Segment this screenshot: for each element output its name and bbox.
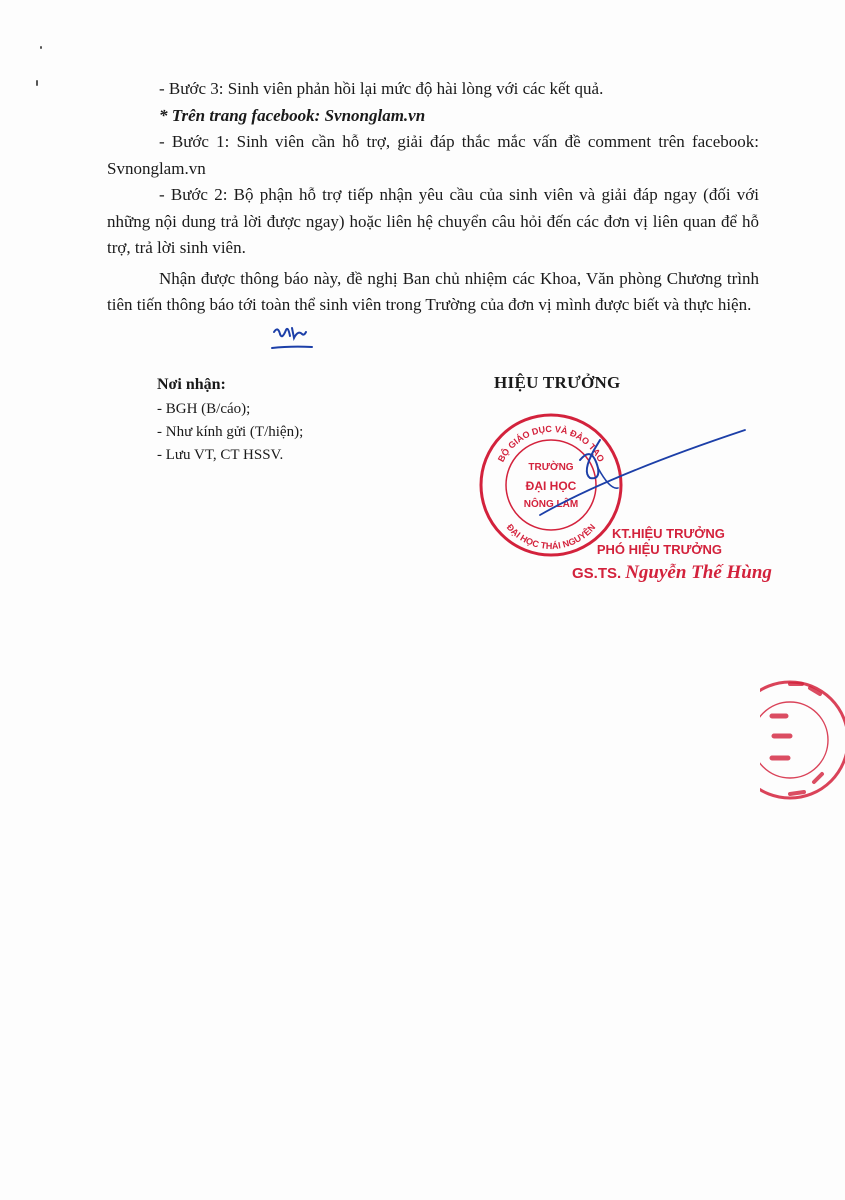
handwritten-initials (270, 322, 315, 354)
scan-speck (40, 46, 42, 49)
signer-degree: GS.TS. (572, 565, 622, 582)
fb-step-1: - Bước 1: Sinh viên cần hỗ trợ, giải đáp thắc mắc vấn đề comment trên facebook: Svnonglam.vn (107, 132, 759, 178)
signer-name-line (572, 562, 772, 584)
signer-name: Nguyễn Thế Hùng (625, 562, 772, 583)
stamp-bottom-text: ĐẠI HỌC THÁI NGUYÊN (504, 522, 598, 552)
stamp-line-2: ĐẠI HỌC (525, 479, 577, 493)
recipients-block (157, 373, 303, 467)
fb-step-2: - Bước 2: Bộ phận hỗ trợ tiếp nhận yêu cầu của sinh viên và giải đáp ngay (đối với những nội dung trả lời được ngay) hoặc liên hệ chuyển câu hỏi đến các đơn vị liên quan để hỗ trợ, trả lời sinh viên. (107, 185, 759, 257)
principal-title: HIỆU TRƯỞNG (494, 373, 621, 392)
signature-block (572, 526, 725, 558)
signer-position: PHÓ HIỆU TRƯỞNG (596, 542, 723, 557)
handwritten-signature (520, 420, 750, 540)
stamp-line-1: TRƯỜNG (528, 462, 574, 473)
recipient-item: - Lưu VT, CT HSSV. (157, 447, 284, 463)
signer-on-behalf: KT.HIỆU TRƯỞNG (612, 526, 725, 541)
recipient-item: - BGH (B/cáo); (157, 401, 251, 417)
closing-paragraph: Nhận được thông báo này, đề nghị Ban chủ nhiệm các Khoa, Văn phòng Chương trình tiên tiến thông báo tới toàn thể sinh viên trong Trường của đơn vị mình được biết và thực hiện. (107, 268, 759, 314)
recipient-item: - Như kính gửi (T/hiện); (157, 424, 304, 440)
facebook-header: * Trên trang facebook: Svnonglam.vn (159, 105, 426, 125)
scan-speck (36, 80, 38, 86)
body-text (107, 76, 759, 319)
stamp-line-3: NÔNG LÂM (523, 499, 579, 510)
step-3: - Bước 3: Sinh viên phản hồi lại mức độ hài lòng với các kết quả. (159, 79, 604, 98)
edge-stamp-fragment (760, 670, 845, 810)
stamp-outer-text: BỘ GIÁO DỤC VÀ ĐÀO TẠO (495, 423, 607, 464)
recipients-heading: Nơi nhận: (157, 376, 226, 393)
